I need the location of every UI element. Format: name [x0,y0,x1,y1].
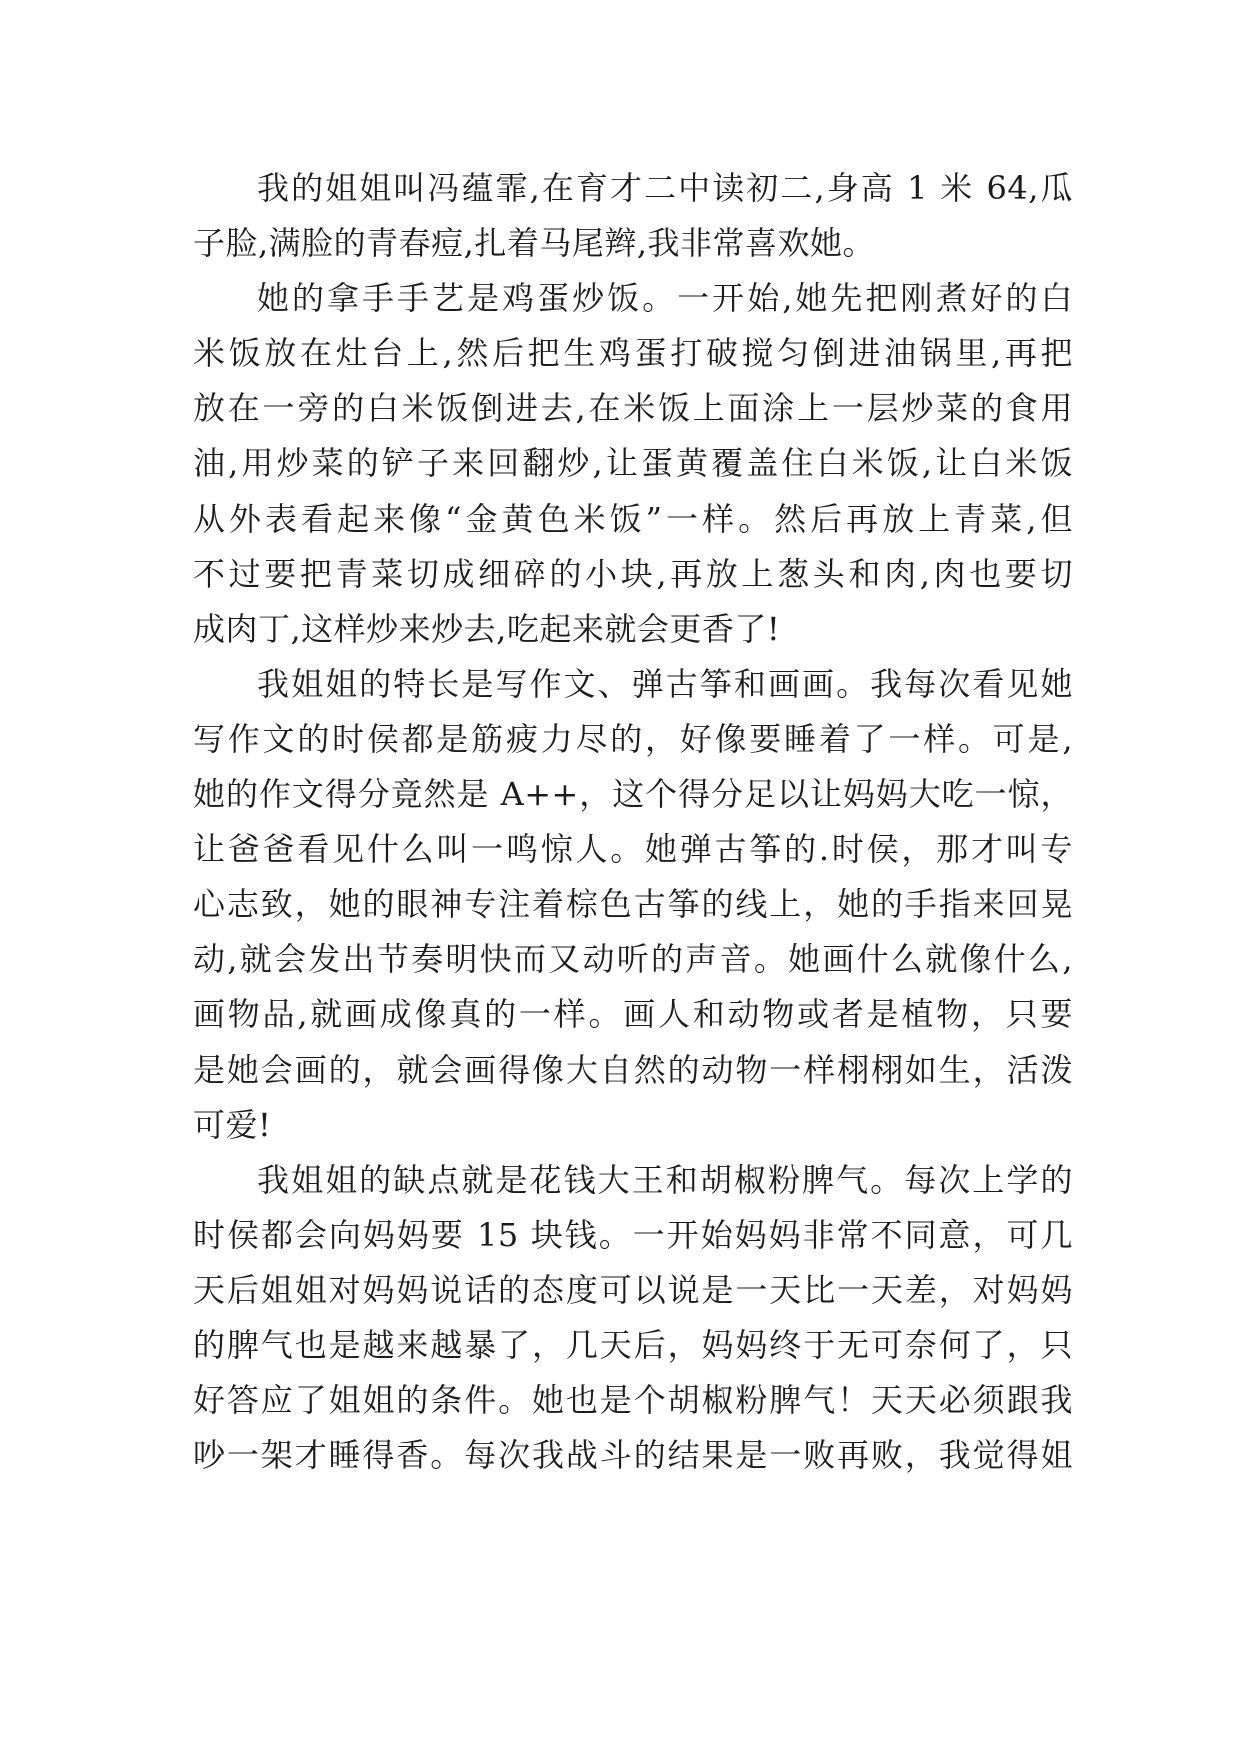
text-line: 动,就会发出节奏明快而又动听的声音。她画什么就像什么, [193,940,1073,979]
text-line: 的脾气也是越来越暴了，几天后，妈妈终于无可奈何了，只 [193,1325,1073,1364]
text-line: 我的姐姐叫冯蕴霏,在育才二中读初二,身高 1 米 64,瓜 [257,169,1073,207]
text-line: 天后姐姐对妈妈说话的态度可以说是一天比一天差，对妈妈 [193,1270,1073,1309]
text-line: 心志致，她的眼神专注着棕色古筝的线上，她的手指来回晃 [193,885,1073,924]
text-line: 她的拿手手艺是鸡蛋炒饭。一开始,她先把刚煮好的白 [257,279,1073,318]
text-line: 好答应了姐姐的条件。她也是个胡椒粉脾气！天天必须跟我 [193,1381,1073,1420]
text-line: 她的作文得分竟然是 A++，这个得分足以让妈妈大吃一惊， [193,775,1073,814]
text-line: 时侯都会向妈妈要 15 块钱。一开始妈妈非常不同意，可几 [193,1215,1073,1254]
text-line: 油,用炒菜的铲子来回翻炒,让蛋黄覆盖住白米饭,让白米饭 [193,444,1073,483]
paragraph-2 [193,271,1073,657]
text-line: 子脸,满脸的青春痘,扎着马尾辫,我非常喜欢她。 [193,224,876,263]
text-line: 写作文的时侯都是筋疲力尽的，好像要睡着了一样。可是, [193,719,1073,758]
text-line: 我姐姐的缺点就是花钱大王和胡椒粉脾气。每次上学的 [257,1160,1073,1199]
paragraph-1 [193,161,1073,271]
text-line: 米饭放在灶台上,然后把生鸡蛋打破搅匀倒进油锅里,再把 [193,334,1073,373]
text-line: 可爱! [193,1105,272,1144]
text-line: 放在一旁的白米饭倒进去,在米饭上面涂上一层炒菜的食用 [193,389,1073,428]
text-line: 从外表看起来像“金黄色米饭”一样。然后再放上青菜,但 [193,499,1073,538]
text-line: 吵一架才睡得香。每次我战斗的结果是一败再败，我觉得姐 [193,1436,1073,1475]
text-line: 画物品,就画成像真的一样。画人和动物或者是植物，只要 [193,995,1073,1034]
paragraph-4 [193,1153,1073,1484]
text-line: 是她会画的，就会画得像大自然的动物一样栩栩如生，活泼 [193,1050,1073,1089]
paragraph-3 [193,657,1073,1153]
text-line: 让爸爸看见什么叫一鸣惊人。她弹古筝的.时侯，那才叫专 [193,830,1073,869]
text-line: 不过要把青菜切成细碎的小块,再放上葱头和肉,肉也要切 [193,554,1073,593]
text-line: 我姐姐的特长是写作文、弹古筝和画画。我每次看见她 [257,664,1073,703]
essay-body [193,161,1073,1483]
text-line: 成肉丁,这样炒来炒去,吃起来就会更香了! [193,609,781,648]
